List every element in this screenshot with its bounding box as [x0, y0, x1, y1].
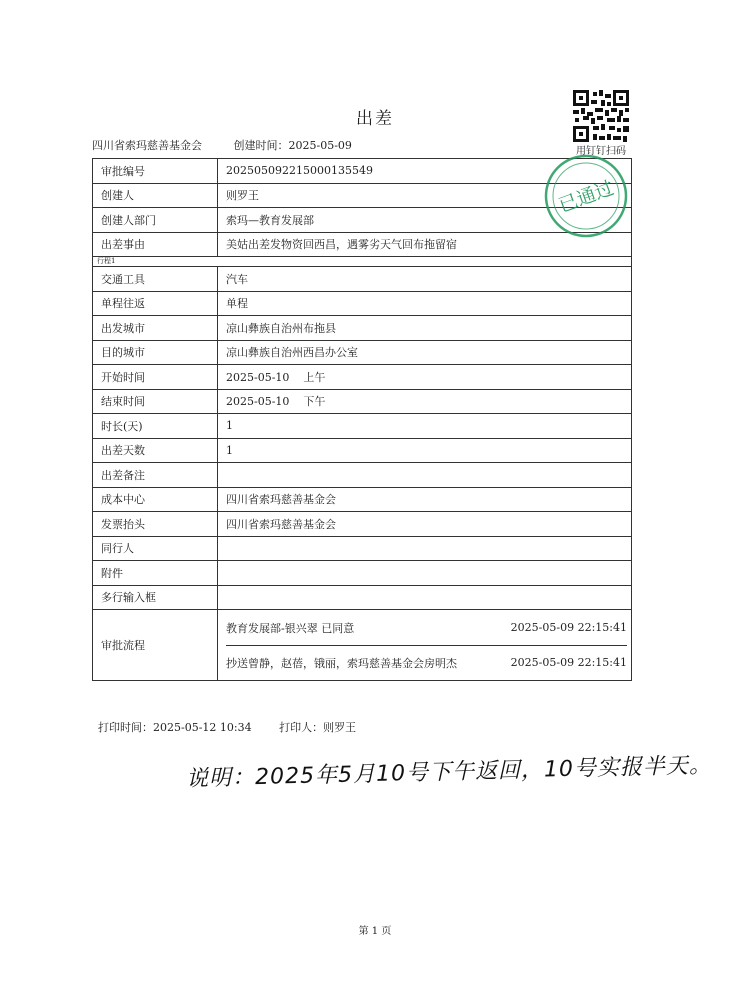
created-label: 创建时间：	[233, 139, 289, 152]
field-value: 索玛—教育发展部	[218, 208, 632, 233]
field-value: 美姑出差发物资回西昌，遇雾劣天气回布拖留宿	[218, 232, 632, 257]
approval-step	[226, 645, 627, 680]
approval-flow-cell	[218, 610, 632, 681]
field-value: 汽车	[218, 267, 632, 292]
table-row	[93, 389, 632, 414]
field-label: 多行输入框	[93, 585, 218, 610]
printer-info	[279, 721, 356, 734]
field-value: 凉山彝族自治州布拖县	[218, 316, 632, 341]
table-row	[93, 340, 632, 365]
table-row	[93, 487, 632, 512]
field-label: 时长(天)	[93, 414, 218, 439]
field-label: 审批编号	[93, 159, 218, 184]
field-value: 2025-05-10 下午	[218, 389, 632, 414]
printer-label: 打印人：	[279, 721, 324, 734]
table-row	[93, 316, 632, 341]
organization-name: 四川省索玛慈善基金会	[92, 139, 202, 152]
field-value	[218, 585, 632, 610]
field-label: 交通工具	[93, 267, 218, 292]
field-value	[218, 463, 632, 488]
table-row	[93, 561, 632, 586]
trip-section-row	[93, 257, 632, 267]
print-time-label: 打印时间：	[98, 721, 153, 734]
field-value	[218, 536, 632, 561]
approval-step	[226, 611, 627, 645]
field-value: 则罗王	[218, 183, 632, 208]
approval-flow-label: 审批流程	[93, 610, 218, 681]
approval-step-time: 2025-05-09 22:15:41	[510, 656, 627, 669]
table-row	[93, 414, 632, 439]
print-info	[98, 719, 356, 735]
table-row	[93, 438, 632, 463]
field-label: 出发城市	[93, 316, 218, 341]
field-label: 结束时间	[93, 389, 218, 414]
field-value: 四川省索玛慈善基金会	[218, 487, 632, 512]
print-time-value: 2025-05-12 10:34	[153, 721, 252, 734]
field-value: 单程	[218, 291, 632, 316]
field-label: 出差天数	[93, 438, 218, 463]
field-label: 出差备注	[93, 463, 218, 488]
field-label: 单程往返	[93, 291, 218, 316]
approval-step-text: 抄送曾静，赵蓓，锇丽，索玛慈善基金会房明杰	[226, 656, 457, 670]
table-row	[93, 536, 632, 561]
field-label: 目的城市	[93, 340, 218, 365]
field-label: 成本中心	[93, 487, 218, 512]
field-value: 1	[218, 438, 632, 463]
printer-value: 则罗王	[323, 721, 357, 734]
field-value: 2025-05-10 上午	[218, 365, 632, 390]
approval-flow-row	[93, 610, 632, 681]
field-value: 四川省索玛慈善基金会	[218, 512, 632, 537]
table-row	[93, 291, 632, 316]
table-row	[93, 365, 632, 390]
table-row	[93, 512, 632, 537]
field-label: 附件	[93, 561, 218, 586]
document-meta	[92, 137, 352, 153]
field-value: 202505092215000135549	[218, 159, 632, 184]
field-value: 凉山彝族自治州西昌办公室	[218, 340, 632, 365]
qr-scan-label: 用钉钉扫码	[576, 146, 626, 157]
field-label: 开始时间	[93, 365, 218, 390]
field-label: 创建人	[93, 183, 218, 208]
created-value: 2025-05-09	[288, 139, 352, 152]
created-time	[234, 139, 352, 152]
table-row	[93, 267, 632, 292]
page-number: 第 1 页	[358, 926, 392, 937]
qr-code-icon	[573, 90, 629, 142]
field-value: 1	[218, 414, 632, 439]
table-row	[93, 585, 632, 610]
field-label: 出差事由	[93, 232, 218, 257]
approved-stamp	[540, 150, 632, 242]
table-row	[93, 463, 632, 488]
field-value	[218, 561, 632, 586]
field-label: 创建人部门	[93, 208, 218, 233]
trip-section-label: 行程1	[93, 257, 632, 267]
stamp-text: 已通过	[555, 176, 617, 218]
field-label: 同行人	[93, 536, 218, 561]
handwritten-note: 说明：2025年5月10号下午返回，10号实报半天。	[185, 753, 713, 792]
approval-step-text: 教育发展部-银兴翠 已同意	[226, 621, 355, 635]
field-label: 发票抬头	[93, 512, 218, 537]
page-title: 出差	[356, 109, 394, 129]
approval-step-time: 2025-05-09 22:15:41	[510, 621, 627, 634]
